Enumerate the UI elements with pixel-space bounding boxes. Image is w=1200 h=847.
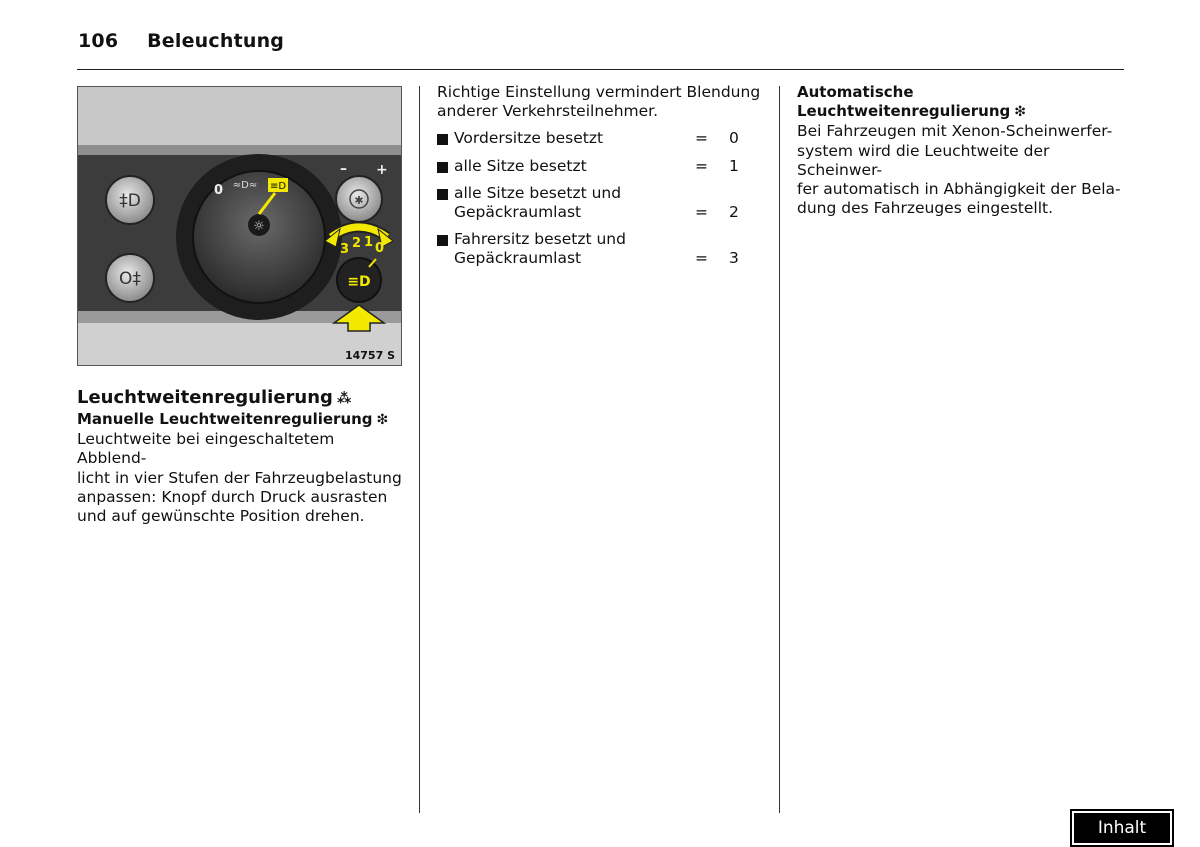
intro-line: Richtige Einstellung vermindert Blendung xyxy=(437,83,761,101)
list-item xyxy=(437,157,767,176)
section-heading xyxy=(77,387,407,410)
svg-text:≡D: ≡D xyxy=(347,274,371,290)
list-item-text-2: Gepäckraumlast xyxy=(454,249,582,268)
bullet-square-icon xyxy=(437,162,448,173)
subheading-automatic-line2 xyxy=(797,102,1127,122)
svg-text:≈D≈: ≈D≈ xyxy=(232,180,258,191)
list-item xyxy=(437,129,767,148)
subheading-manual xyxy=(77,410,407,430)
subheading-manual-text: Manuelle Leuchtweitenregulierung xyxy=(77,410,373,428)
headlight-range-icon: ⁂ xyxy=(336,391,352,407)
minus-label: – xyxy=(340,161,347,177)
load-settings xyxy=(437,83,767,277)
intro-line: anderer Verkehrsteilnehmer. xyxy=(437,102,659,121)
list-item xyxy=(437,184,767,222)
body-line: dung des Fahrzeuges eingestellt. xyxy=(797,199,1054,218)
star-icon: ❇ xyxy=(376,412,389,428)
list-item xyxy=(437,230,767,268)
range-step-2: 2 xyxy=(352,236,362,251)
body-line: anpassen: Knopf durch Druck ausrasten xyxy=(77,487,388,506)
body-line: licht in vier Stufen der Fahrzeugbelastung xyxy=(77,468,402,487)
page-title: Beleuchtung xyxy=(147,30,285,52)
bullet-square-icon xyxy=(437,235,448,246)
header-rule xyxy=(77,69,1124,70)
light-switch-knob xyxy=(193,171,325,303)
body-line: Leuchtweite bei eingeschaltetem Abblend- xyxy=(77,430,335,468)
list-item-value: 2 xyxy=(729,203,739,222)
list-item-equals: = xyxy=(695,156,708,175)
page-number: 106 xyxy=(78,30,119,52)
list-item-equals: = xyxy=(695,249,708,268)
contents-button[interactable]: Inhalt xyxy=(1070,809,1174,847)
knob-position-0: 0 xyxy=(214,183,224,198)
list-item-value: 3 xyxy=(729,249,739,268)
section-manual-range xyxy=(77,387,407,526)
range-step-0: 0 xyxy=(375,241,385,256)
svg-text:‡D: ‡D xyxy=(119,191,141,211)
list-item-value: 0 xyxy=(729,129,739,148)
body-line: system wird die Leuchtweite der Scheinwer- xyxy=(797,141,1050,179)
list-item-value: 1 xyxy=(729,156,739,175)
list-item-equals: = xyxy=(695,129,708,148)
section-automatic-range xyxy=(797,83,1127,218)
figure-code: 14757 S xyxy=(344,349,395,362)
light-switch-drawing xyxy=(78,87,402,366)
svg-text:O‡: O‡ xyxy=(119,269,141,289)
body-line: fer automatisch in Abhängigkeit der Bela- xyxy=(797,180,1121,199)
body-line: Bei Fahrzeugen mit Xenon-Scheinwerfer- xyxy=(797,122,1113,141)
svg-text:✱: ✱ xyxy=(354,194,364,207)
list-item-text: alle Sitze besetzt und xyxy=(454,183,622,202)
plus-label: + xyxy=(376,162,388,178)
light-switch-illustration xyxy=(77,86,402,366)
bullet-square-icon xyxy=(437,189,448,200)
star-icon: ❇ xyxy=(1014,104,1027,121)
list-item-text-2: Gepäckraumlast xyxy=(454,203,582,222)
list-item-text: alle Sitze besetzt xyxy=(454,156,587,175)
svg-text:☼: ☼ xyxy=(253,219,265,234)
column-divider-2 xyxy=(779,86,780,813)
body-line: und auf gewünschte Position drehen. xyxy=(77,507,365,526)
subheading-automatic-text: Leuchtweitenregulierung xyxy=(797,102,1011,121)
column-divider-1 xyxy=(419,86,420,813)
load-list xyxy=(437,129,767,268)
bullet-square-icon xyxy=(437,134,448,145)
page-header xyxy=(78,30,284,52)
list-item-equals: = xyxy=(695,203,708,222)
range-step-3: 3 xyxy=(340,242,350,257)
section-heading-text: Leuchtweitenregulierung xyxy=(77,387,333,408)
subheading-automatic: Automatische xyxy=(797,83,914,101)
svg-text:≡D: ≡D xyxy=(269,181,287,192)
range-step-1: 1 xyxy=(364,235,374,250)
list-item-text: Vordersitze besetzt xyxy=(454,129,604,148)
list-item-text: Fahrersitz besetzt und xyxy=(454,230,626,249)
